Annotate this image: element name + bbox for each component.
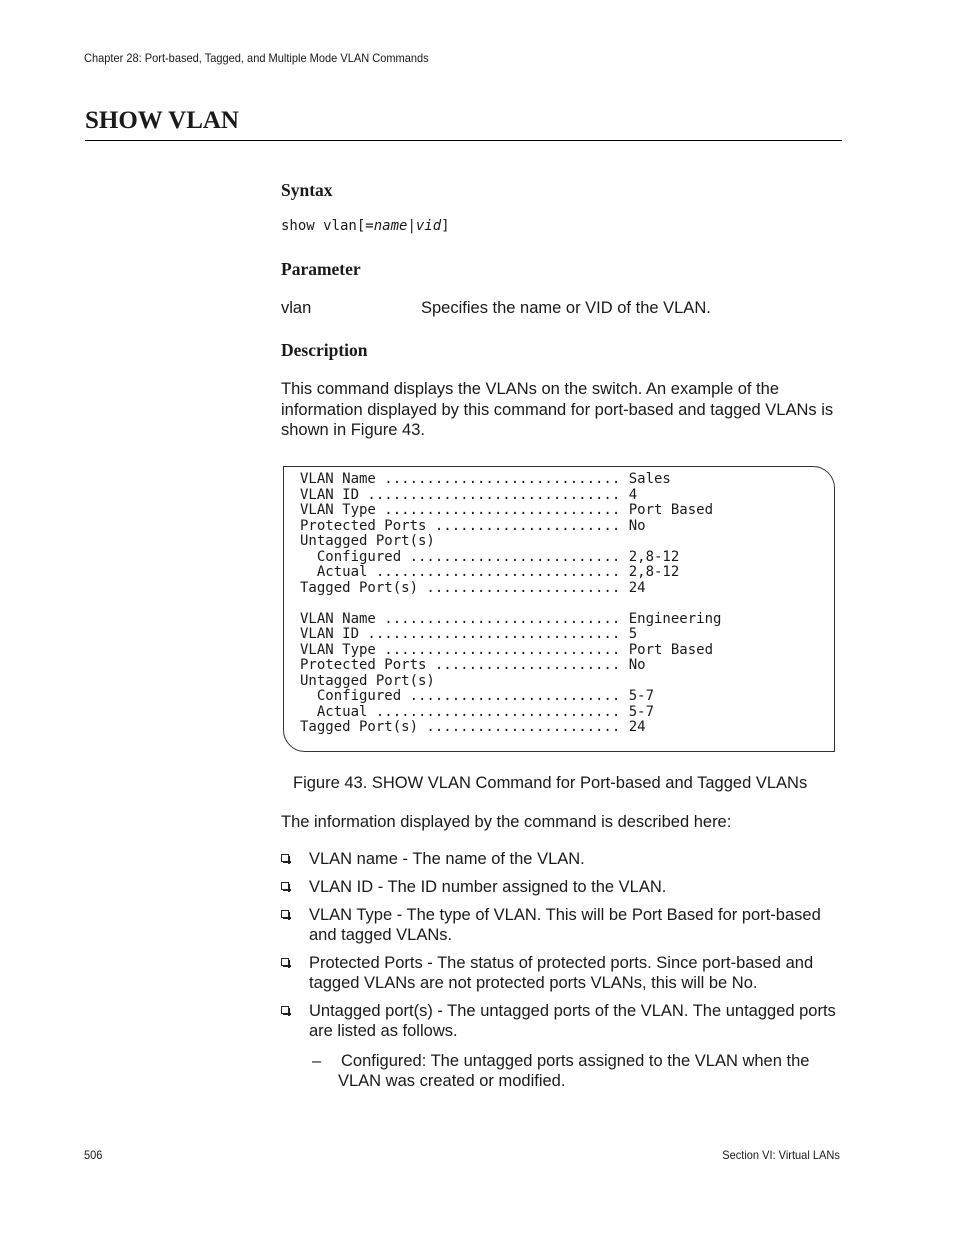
page-number: 506 <box>84 1148 103 1162</box>
list-item-text: VLAN name - The name of the VLAN. <box>309 850 585 868</box>
list-item-text: VLAN Type - The type of VLAN. This will be Port Based for port-based and tagged VLANs. <box>309 906 821 944</box>
list-item-text: Untagged port(s) - The untagged ports of the VLAN. The untagged ports are listed as follows. <box>309 1002 836 1040</box>
code-line <box>300 596 721 612</box>
description-text: This command displays the VLANs on the switch. An example of the information displayed by this command for port-based and tagged VLANs is shown in Figure 43. <box>281 380 834 439</box>
syntax-command <box>281 218 450 234</box>
list-item <box>281 953 846 993</box>
sub-bullet-text: Configured: The untagged ports assigned to the VLAN when the VLAN was created or modified. <box>338 1052 810 1090</box>
figure-caption: Figure 43. SHOW VLAN Command for Port-based and Tagged VLANs <box>293 774 808 792</box>
list-item <box>281 905 846 945</box>
checkbox-bullet-icon <box>281 882 289 890</box>
code-line: Tagged Port(s) ....................... 24 <box>300 579 646 596</box>
dash-marker: – <box>312 1052 322 1070</box>
syntax-arg-vid: vid <box>415 218 442 234</box>
checkbox-bullet-icon <box>281 854 289 862</box>
code-line: VLAN Name ............................ Sales <box>300 471 671 487</box>
list-item-text: Protected Ports - The status of protected ports. Since port-based and tagged VLANs are not protected ports VLANs, this will be No. <box>309 954 814 992</box>
footer-section: Section VI: Virtual LANs <box>722 1148 840 1162</box>
code-line: Configured ......................... 2,8-12 <box>300 548 680 565</box>
syntax-separator: | <box>407 218 416 234</box>
bullet-list <box>281 849 846 1049</box>
code-example <box>300 472 721 736</box>
code-line: VLAN Type ............................ Port Based <box>300 641 714 658</box>
syntax-prefix: show vlan[= <box>281 218 374 234</box>
parameter-heading: Parameter <box>281 259 361 279</box>
code-line: VLAN ID .............................. 4 <box>300 486 638 503</box>
syntax-heading: Syntax <box>281 180 333 200</box>
parameter-name: vlan <box>281 299 312 317</box>
page-title: SHOW VLAN <box>85 107 239 134</box>
checkbox-bullet-icon <box>281 1006 289 1014</box>
code-line: Configured ......................... 5-7 <box>300 688 655 704</box>
intro-text: The information displayed by the command is described here: <box>281 813 732 831</box>
list-item <box>281 1001 846 1041</box>
code-line: Untagged Port(s) <box>300 533 435 549</box>
list-item <box>281 849 846 869</box>
list-item <box>281 877 846 897</box>
syntax-arg-name: name <box>373 218 408 234</box>
code-line: VLAN ID .............................. 5 <box>300 626 638 642</box>
sub-bullet <box>312 1051 832 1091</box>
running-header: Chapter 28: Port-based, Tagged, and Multiple Mode VLAN Commands <box>84 51 429 65</box>
code-line: Protected Ports ...................... No <box>300 657 646 673</box>
list-item-text: VLAN ID - The ID number assigned to the VLAN. <box>309 878 667 896</box>
code-line: Untagged Port(s) <box>300 672 435 689</box>
description-heading: Description <box>281 340 368 360</box>
title-rule <box>85 140 842 141</box>
checkbox-bullet-icon <box>281 910 289 918</box>
code-line: VLAN Name ............................ Engineering <box>300 610 722 627</box>
code-line: Actual ............................. 2,8-12 <box>300 564 680 580</box>
code-line: VLAN Type ............................ Port Based <box>300 502 714 518</box>
code-line: Actual ............................. 5-7 <box>300 703 655 720</box>
parameter-description: Specifies the name or VID of the VLAN. <box>421 299 711 317</box>
code-line: Tagged Port(s) ....................... 24 <box>300 719 646 735</box>
syntax-suffix: ] <box>441 218 450 234</box>
checkbox-bullet-icon <box>281 958 289 966</box>
code-line: Protected Ports ...................... No <box>300 517 646 534</box>
